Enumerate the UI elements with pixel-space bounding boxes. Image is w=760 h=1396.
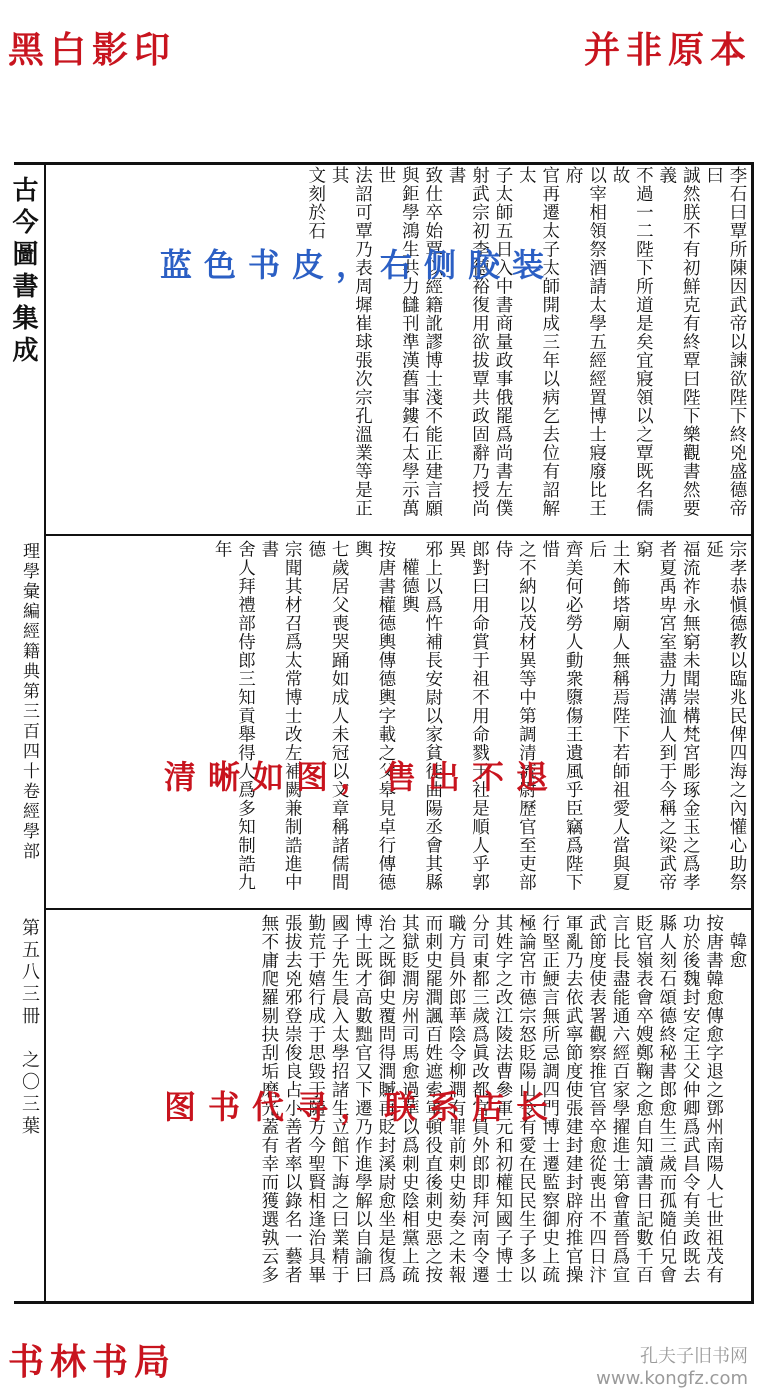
shop-url: www.kongfz.com	[596, 1368, 748, 1389]
text-column: 邪上以爲忤補長安尉以家貧徙曲陽丞會其縣	[422, 540, 443, 892]
text-column: 按唐書權德輿傳德輿字載之父皋見卓行傳德輿	[352, 540, 396, 892]
text-block-top	[48, 166, 748, 530]
text-column: 齊美何必勞人動衆隳傷王遺風乎臣竊爲陛下惜	[539, 540, 584, 892]
text-column: 宗聞其材召爲太常博士改左補闕兼制誥進中書	[258, 540, 303, 892]
text-column: 福流祚永無窮未聞崇構梵宮彫琢金玉之爲孝	[680, 540, 701, 892]
text-column: 郎對曰用命賞于祖不用命戮于社是順人乎郭異	[446, 540, 490, 892]
frame-bottom-rule	[14, 1301, 754, 1304]
text-column: 張拔去兇邪登崇俊良占小善者率以錄名一藝者	[282, 914, 303, 1284]
text-column: 李石曰覃所陳因武帝以諫欲陛下終兇盛德帝曰	[703, 166, 747, 518]
section-label: 理學彙編經籍典第三百四十卷經學部	[19, 542, 39, 862]
text-column: 射武宗初李德裕復用欲拔覃共政固辭乃授尚書	[446, 166, 490, 518]
watermark-blue-cover-note: 蓝色书皮，右侧胶装	[160, 246, 557, 284]
watermark-clarity-note: 清晰如图，售出不退	[164, 758, 561, 796]
frame-right-rule	[751, 162, 754, 1304]
text-column: 與鉅學鴻生共力讎刊準漢舊事鏤石太學示萬世	[375, 166, 420, 518]
text-column: 官再遷太子太師開成三年以病乞去位有詔解太	[516, 166, 560, 518]
text-column: 之不納以茂材異等中第調清流尉歷官至吏部侍	[492, 540, 537, 892]
text-column: 武節度使表署觀察推官晉卒愈從喪出不四日汴	[586, 914, 607, 1284]
text-column: 文刻於石	[305, 166, 326, 240]
text-column: 按唐書韓愈傳愈字退之鄧州南陽人七世祖茂有	[703, 914, 724, 1284]
book-title: 古今圖書集成	[8, 176, 38, 368]
entry-heading: 權德輿	[399, 558, 420, 614]
banner-bottom-left: 书林书局	[8, 1341, 177, 1383]
text-column: 治之既御史覆問得澗贓再貶封溪尉愈坐是復爲	[375, 914, 396, 1284]
text-column: 不過一二陛下所道是矣宜寢領以之覃既名儒故	[609, 166, 654, 518]
shop-credit	[596, 1346, 748, 1390]
text-block-middle	[48, 540, 748, 904]
text-column: 土木飾塔廟人無稱焉陛下若師祖愛人當與夏后	[586, 540, 630, 892]
volume-label: 第五八三冊 之〇三葉	[19, 918, 40, 1138]
text-column: 國子先生晨入太學招諸生立館下誨之曰業精于	[329, 914, 350, 1284]
banner-top-right: 并非原本	[583, 29, 752, 71]
text-column: 致仕卒始覃以經籍訛謬博士淺不能正建言願	[422, 166, 443, 518]
text-column: 言比長盡能通六經百家學擢進士第會董晉爲宣	[609, 914, 630, 1284]
text-column: 分司東都三歲爲眞改都官員外郎即拜河南令遷	[469, 914, 490, 1284]
banner-top-left: 黑白影印	[8, 29, 177, 71]
text-column: 軍亂乃去依武寧節度使張建封建封辟府推官操	[563, 914, 584, 1284]
text-column: 其姓字之改江陵法曹參軍元和初權知國子博士	[492, 914, 513, 1284]
section-divider-2	[44, 908, 754, 910]
frame-top-rule	[14, 162, 754, 165]
text-column: 貶官嶺表會卒嫂鄭鞠之愈自知讀書日記數千百	[633, 914, 654, 1284]
text-column: 無不庸爬羅剔抉刮垢磨光蓋有幸而獲選孰云多	[258, 914, 279, 1284]
spine-divider-rule	[44, 162, 46, 1304]
text-column: 法詔可覃乃表周墀崔球張次宗孔溫業等是正其	[329, 166, 373, 518]
text-column: 職方員外郎華陰令柳澗有罪前刺史劾奏之未報	[446, 914, 467, 1284]
text-column: 以宰相領祭酒請太學五經經置博士寢廢比王府	[563, 166, 607, 518]
text-column: 勤荒于嬉行成于思毀于隨方今聖賢相逢治具畢	[305, 914, 326, 1284]
text-column: 者夏禹卑宮室盡力溝洫人到于今稱之梁武帝窮	[633, 540, 677, 892]
text-column: 極論宮市德宗怒貶陽山令有愛在民民生子多以	[516, 914, 537, 1284]
shop-name: 孔夫子旧书网	[640, 1346, 748, 1367]
section-divider-1	[44, 534, 754, 536]
text-column: 七歲居父喪哭踊如成人未冠以文章稱諸儒間德	[305, 540, 350, 892]
text-column: 縣人刻石頌德終秘書郎愈生三歲而孤隨伯兄會	[656, 914, 677, 1284]
text-column: 功於後魏封安定王父仲卿爲武昌令有美政既去	[680, 914, 701, 1284]
watermark-service-note: 图书代寻，联系店长	[164, 1088, 561, 1126]
page-spine	[8, 162, 44, 1304]
text-column: 博士既才高數黜官又下遷乃作進學解以自諭曰	[352, 914, 373, 1284]
text-column: 其獄貶澗房州司馬愈過華以爲刺史陰相黨上疏	[399, 914, 420, 1284]
entry-heading: 韓愈	[727, 932, 747, 969]
book-page	[8, 162, 754, 1304]
text-column: 行堅正鯁言無所忌調四門博士遷監察御史上疏	[539, 914, 560, 1284]
text-column: 而刺史罷澗諷百姓遮索軍頓役直後刺史惡之按	[422, 914, 443, 1284]
text-column: 子太師五日入中書商量政事俄罷爲尚書左僕	[492, 166, 513, 518]
text-column: 舍人拜禮部侍郎三知貢舉得人爲多知制誥九年	[212, 540, 256, 892]
text-column: 宗孝恭愼德教以臨兆民俾四海之內懽心助祭延	[703, 540, 747, 892]
text-column: 誠然朕不有初鮮克有終覃曰陛下樂觀書然要義	[656, 166, 701, 518]
